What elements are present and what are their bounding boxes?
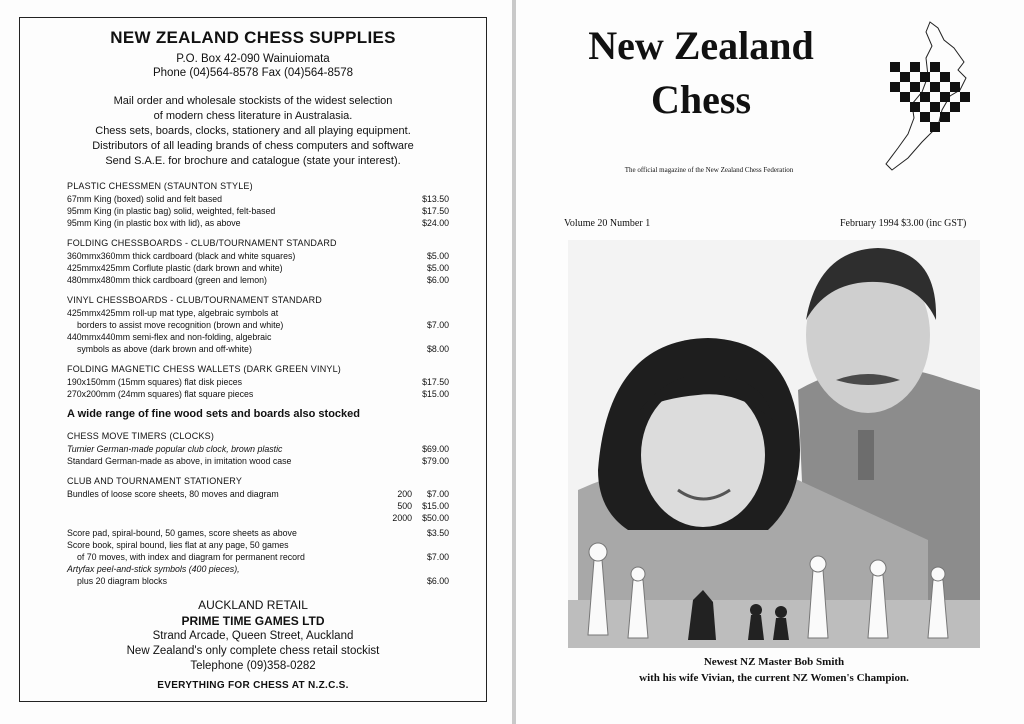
item-desc: Score pad, spiral-bound, 50 games, score sheets as above: [67, 528, 297, 538]
item-qty: 200: [397, 489, 412, 499]
item-desc: 270x200mm (24mm squares) flat square pieces: [67, 389, 254, 399]
item-price: $6.00: [426, 275, 449, 285]
intro-line: of modern chess literature in Australasia.: [153, 110, 353, 122]
item-price: $79.00: [422, 456, 449, 466]
item-desc: 67mm King (boxed) solid and felt based: [67, 194, 223, 204]
magazine-title-line1: New Zealand: [588, 23, 814, 68]
item-price: $5.00: [426, 251, 449, 261]
item-desc: of 70 moves, with index and diagram for permanent record: [77, 552, 305, 562]
price-row: [67, 501, 477, 513]
item-price: $15.00: [422, 501, 449, 511]
wide-range-note: A wide range of fine wood sets and boards also stocked: [67, 408, 360, 420]
item-price: $50.00: [422, 513, 449, 523]
price-row: [67, 206, 477, 218]
cover-caption-line2: with his wife Vivian, the current NZ Women's Champion.: [639, 672, 909, 684]
section-heading: CLUB AND TOURNAMENT STATIONERY: [67, 476, 243, 486]
magazine-title-line2: Chess: [650, 77, 752, 122]
item-desc: 360mmx360mm thick cardboard (black and white squares): [67, 251, 296, 261]
item-price: $15.00: [422, 389, 449, 399]
item-price: $8.00: [426, 344, 449, 354]
nz-map-chessboard-logo: [878, 18, 986, 178]
price-row: [67, 389, 477, 401]
right-page: [516, 0, 1024, 724]
item-desc: 440mmx440mm semi-flex and non-folding, algebraic: [67, 332, 272, 342]
retail-heading: AUCKLAND RETAIL: [198, 598, 308, 612]
item-price: $6.00: [426, 576, 449, 586]
advertisement-box: [19, 17, 487, 702]
item-desc: 480mmx480mm thick cardboard (green and lemon): [67, 275, 267, 285]
retail-address: Strand Arcade, Queen Street, Auckland: [152, 630, 354, 642]
retail-name: PRIME TIME GAMES LTD: [181, 614, 325, 628]
retail-phone: Telephone (09)358-0282: [190, 660, 316, 672]
intro-line: Chess sets, boards, clocks, stationery and all playing equipment.: [95, 125, 411, 137]
cover-photo: [568, 240, 980, 648]
price-row: [67, 552, 477, 564]
price-row: [67, 308, 477, 320]
chessboard-pattern-icon: [890, 62, 970, 132]
item-price: $17.50: [422, 377, 449, 387]
price-row: [67, 377, 477, 389]
price-row: [67, 332, 477, 344]
issue-volume: Volume 20 Number 1: [564, 218, 651, 229]
ad-phone: Phone (04)564-8578 Fax (04)564-8578: [152, 67, 354, 79]
price-row: [67, 540, 477, 552]
item-desc: symbols as above (dark brown and off-white): [77, 344, 252, 354]
issue-date-price: February 1994 $3.00 (inc GST): [840, 218, 967, 229]
item-price: $7.00: [426, 489, 449, 499]
item-qty: 2000: [392, 513, 412, 523]
price-row: [67, 320, 477, 332]
intro-line: Send S.A.E. for brochure and catalogue (state your interest).: [105, 155, 401, 167]
item-desc: 95mm King (in plastic bag) solid, weighted, felt-based: [67, 206, 276, 216]
item-desc: plus 20 diagram blocks: [77, 576, 167, 586]
item-price: $24.00: [422, 218, 449, 228]
intro-line: Mail order and wholesale stockists of the widest selection: [113, 95, 393, 107]
section-heading: CHESS MOVE TIMERS (CLOCKS): [67, 431, 215, 441]
price-row: [67, 489, 477, 501]
magazine-subtitle: The official magazine of the New Zealand Chess Federation: [624, 166, 794, 174]
item-desc: 190x150mm (15mm squares) flat disk pieces: [67, 377, 243, 387]
ad-footer: EVERYTHING FOR CHESS AT N.Z.C.S.: [157, 680, 349, 691]
price-row: [67, 456, 477, 468]
ad-address: P.O. Box 42-090 Wainuiomata: [176, 53, 330, 65]
retail-description: New Zealand's only complete chess retail stockist: [126, 645, 380, 657]
item-desc: 95mm King (in plastic box with lid), as above: [67, 218, 241, 228]
price-row: [67, 576, 477, 588]
item-desc: borders to assist move recognition (brown and white): [77, 320, 284, 330]
price-row: [67, 251, 477, 263]
price-row: [67, 275, 477, 287]
section-heading: VINYL CHESSBOARDS - CLUB/TOURNAMENT STANDARD: [67, 295, 323, 305]
item-price: $17.50: [422, 206, 449, 216]
section-heading: PLASTIC CHESSMEN (STAUNTON STYLE): [67, 181, 253, 191]
item-price: $7.00: [426, 320, 449, 330]
item-price: $7.00: [426, 552, 449, 562]
section-heading: FOLDING MAGNETIC CHESS WALLETS (DARK GREEN VINYL): [67, 364, 342, 374]
item-desc: Bundles of loose score sheets, 80 moves and diagram: [67, 489, 279, 499]
intro-line: Distributors of all leading brands of chess computers and software: [92, 140, 414, 152]
item-desc: 425mmx425mm Corflute plastic (dark brown and white): [67, 263, 283, 273]
price-row: [67, 263, 477, 275]
item-desc: Turnier German-made popular club clock, brown plastic: [67, 444, 283, 454]
cover-caption-line1: Newest NZ Master Bob Smith: [703, 656, 845, 668]
item-price: $69.00: [422, 444, 449, 454]
ad-title: NEW ZEALAND CHESS SUPPLIES: [110, 28, 396, 47]
item-price: $5.00: [426, 263, 449, 273]
price-row: [67, 194, 477, 206]
section-heading: FOLDING CHESSBOARDS - CLUB/TOURNAMENT STANDARD: [67, 238, 337, 248]
item-price: $3.50: [426, 528, 449, 538]
price-row: [67, 218, 477, 230]
item-desc: Artyfax peel-and-stick symbols (400 pieces),: [67, 564, 240, 574]
item-qty: 500: [397, 501, 412, 511]
price-row: [67, 344, 477, 356]
price-row: [67, 444, 477, 456]
item-desc: Score book, spiral bound, lies flat at any page, 50 games: [67, 540, 289, 550]
item-desc: 425mmx425mm roll-up mat type, algebraic symbols at: [67, 308, 279, 318]
item-price: $13.50: [422, 194, 449, 204]
price-row: [67, 513, 477, 525]
item-desc: Standard German-made as above, in imitation wood case: [67, 456, 292, 466]
price-row: [67, 528, 477, 540]
price-row: [67, 564, 477, 576]
